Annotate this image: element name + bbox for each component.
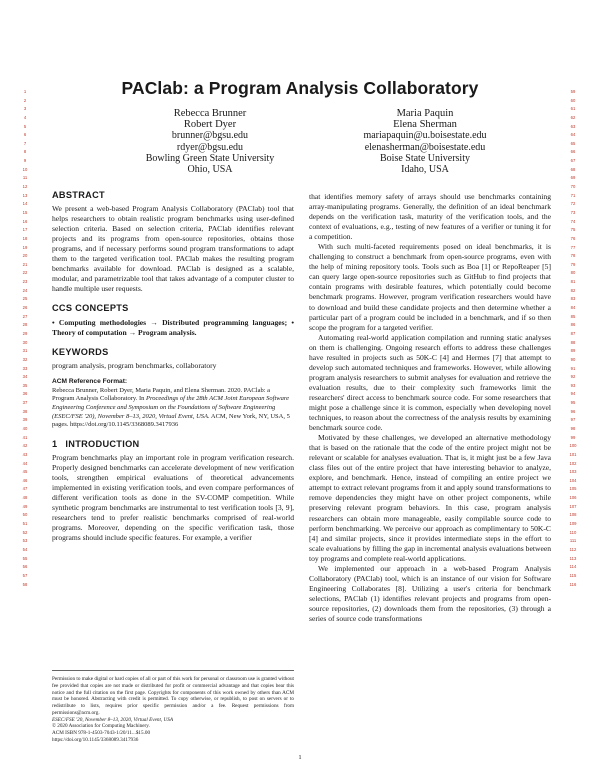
author-affiliation: Boise State University [380,152,470,164]
body-paragraph: We implemented our approach in a web-based Program Analysis Collaboratory (PAClab) tool, which is an instance of our vision for Software Engineering Collaborates [8]. Utilizing a user's criteria for benchmark selections, PAClab (1) identifies relevant projects and programs from open-source repositories, (2) downloads them from the repositories, (3) through a series of source code transformations [309,563,551,623]
line-number: 66 [570,149,576,155]
line-number: 74 [570,218,576,224]
line-number: 89 [570,348,576,354]
intro-paragraph-1: Program benchmarks play an important role in program verification research. Properly designed benchmarks can accelerate development of new verification tools, strengthen empirical evaluations of theoretical advancements implemented in existing verification tools, and even compare performances of different verification tools as done in the SV-COMP competition. While synthetic program benchmarks are instrumental to test verification tools [3, 9], researchers tend to prefer realistic benchmarks comprised of real-world programs. Moreover, depending on the specific verification task, those programs should include specific features. For example, a verifier [52,452,294,543]
doi-line: https://doi.org/10.1145/3368089.3417936 [52,736,139,743]
line-number: 94 [570,391,576,397]
line-number: 81 [570,279,576,285]
author-affiliation: Bowling Green State University [145,152,275,164]
line-number: 87 [570,330,576,336]
line-number: 52 [22,529,28,535]
line-number: 3 [23,106,27,112]
line-number: 49 [22,503,28,509]
line-number: 54 [22,546,28,552]
section-title: INTRODUCTION [65,438,140,449]
line-number: 32 [22,356,28,362]
reference-format-text [52,387,294,430]
copyright-line: © 2020 Association for Computing Machinery. [52,723,150,730]
line-number: 44 [22,460,28,466]
isbn-line: ACM ISBN 978-1-4503-7043-1/20/11...$15.00 [52,730,151,736]
ccs-heading: CCS CONCEPTS [52,303,129,314]
line-number: 103 [569,469,577,475]
line-number: 85 [570,313,576,319]
line-number: 77 [570,244,576,250]
line-number: 57 [22,572,28,578]
author-name: Robert Dyer [183,119,237,131]
line-number: 14 [22,201,28,207]
left-column [52,190,294,543]
line-number: 112 [569,546,577,552]
body-paragraph: With such multi-faceted requirements posed on ideal benchmarks, it is challenging to construct a benchmark from open-source programs, even with the help of mining repository tools. Tools such as Boa [1] or RepoReaper [5] can query large open-source repositories such as GitHub to find projects that contain programs with desirable features, which potentially could become benchmark programs. However, program verification researchers would have to download and build these candidate projects and then determine whether a particular part of a program could be included in a benchmark, and if so then scope the program for a targeted verifier. [309,242,551,332]
line-number: 45 [22,469,28,475]
line-number: 20 [22,253,28,259]
line-number: 116 [569,581,577,587]
line-number: 90 [570,356,576,362]
line-number: 21 [22,261,28,267]
line-number: 9 [23,158,27,164]
line-number: 72 [570,201,576,207]
line-number: 36 [22,391,28,397]
line-number: 75 [570,227,576,233]
abstract-text: We present a web-based Program Analysis Collaboratory (PAClab) tool that helps researchers to obtain realistic program benchmarks using user-defined selection criteria. Based on selection criteria, PAClab identifies relevant projects and its programs from open-source repositories, obtains those programs, and if necessary performs sound program transformations to adapt them to the targeted verification tool. PAClab makes the resulting program benchmarks available for download. PAClab is designed as a scalable, modular, and parametrizable tool that takes advantage of a computer cluster to handle multiple user requests. [52,204,294,294]
line-number: 8 [23,149,27,155]
line-number: 83 [570,296,576,302]
author-block-bgsu [110,108,310,175]
body-paragraph: Automating real-world application compilation and running static analyses on them is challenging. Ongoing research efforts to address these challenges have resulted in projects such as 50K-C [4] and Hermes [7] that attempt to develop such automated techniques and frameworks. However, while allowing program analysis researchers to submit analyses for evaluation and retrieve the evaluation results, due to their complexity such frameworks limit the researchers' direct access to benchmark source code. For some researchers that might pose a challenge since it is common, especially when developing novel techniques, to reason about the correctness of the analysis results by examining benchmark source code. [309,332,551,433]
line-number: 13 [22,192,28,198]
line-number: 107 [569,503,577,509]
line-number: 65 [570,140,576,146]
line-number: 64 [570,132,576,138]
reference-plain: Rebecca Brunner, Robert Dyer, Maria Paquin, and Elena Sherman. 2020. PAClab: a Program Analysis Collaboratory. In [52,386,271,403]
line-number: 61 [570,106,576,112]
line-number: 43 [22,451,28,457]
ccs-concept-2: • Theory of computation → Program analysis. [52,317,295,337]
line-number: 22 [22,270,28,276]
line-number: 88 [570,339,576,345]
line-number: 24 [22,287,28,293]
ccs-concepts [52,318,294,338]
line-number: 63 [570,123,576,129]
line-number: 56 [22,564,28,570]
line-number: 58 [22,581,28,587]
line-number: 53 [22,538,28,544]
author-email: elenasherman@boisestate.edu [364,141,486,153]
line-number: 39 [22,417,28,423]
line-number: 67 [570,158,576,164]
line-number: 29 [22,330,28,336]
line-number: 40 [22,425,28,431]
reference-tail: ACM, New York, NY, USA, 5 pages. https://doi.org/10.1145/3368089.3417936 [52,412,290,429]
line-number: 92 [570,374,576,380]
line-number: 42 [22,443,28,449]
line-number: 34 [22,374,28,380]
author-location: Ohio, USA [187,164,233,176]
line-number: 12 [22,184,28,190]
line-number: 73 [570,209,576,215]
line-number: 82 [570,287,576,293]
keywords-heading: KEYWORDS [52,346,109,357]
line-number: 23 [22,279,28,285]
line-number: 76 [570,235,576,241]
copyright-footnote [52,676,294,744]
line-number: 93 [570,382,576,388]
line-number: 108 [569,512,577,518]
line-number: 1 [23,89,27,94]
keywords-text: program analysis, program benchmarks, collaboratory [52,360,217,370]
line-number: 17 [22,227,28,233]
line-number: 31 [22,348,28,354]
line-number: 19 [22,244,28,250]
author-name: Maria Paquin [396,108,454,119]
line-number: 69 [570,175,576,181]
line-number: 71 [570,192,576,198]
author-email: brunner@bgsu.edu [171,130,249,142]
line-number: 7 [23,140,27,146]
line-number: 84 [570,305,576,311]
section-number: 1 [52,438,58,449]
page-number: 1 [298,754,302,761]
body-paragraph: that identifies memory safety of arrays should use benchmarks containing array-manipulating programs. Generally, the definition of an ideal benchmark depends on the verification task, maturity of the verification tools, and the context of evaluations, e.g., testing of new features of a verifier or tuning it for a competition. [309,192,551,242]
line-number: 96 [570,408,576,414]
line-number: 2 [23,97,27,103]
line-number: 48 [22,495,28,501]
line-number: 41 [22,434,28,440]
line-number: 16 [22,218,28,224]
line-number: 114 [569,564,577,570]
line-number: 68 [570,166,576,172]
line-number: 27 [22,313,28,319]
line-number: 50 [22,512,28,518]
line-number: 15 [22,209,28,215]
line-numbers-left [18,88,32,589]
line-number: 79 [570,261,576,267]
line-number: 5 [23,123,27,129]
line-number: 111 [569,538,577,544]
line-number: 38 [22,408,28,414]
paper-title: PAClab: a Program Analysis Collaboratory [121,78,479,98]
line-number: 60 [570,97,576,103]
line-number: 51 [22,521,28,527]
line-number: 62 [570,114,576,120]
body-paragraph: Motivated by these challenges, we developed an alternative methodology that is based on the rationale that the code of the entire project might not be relevant or scalable for analyses evaluation. That is, it might just be a few Java class files out of the entire project that have interesting behavior to analyze, explore, and benchmark. Hence, instead of compiling an entire project we attempt to extract relevant programs from it and apply sound transformations to remove dependencies they might have on other project components, while preserving relevant program behaviors. In this case, program analysis researchers can obtain more manageable, easily compilable source code to perform benchmarking. We perceive our approach as complimentary to 50K-C [4] and similar projects, since it provides intermediate steps in the effort to scale evaluations by filling the gap in incremental analysis evaluations between toy programs and complete real-world applications. [309,433,551,563]
line-number: 28 [22,322,28,328]
line-number: 46 [22,477,28,483]
line-number: 105 [569,486,577,492]
line-number: 104 [569,477,577,483]
line-number: 99 [570,434,576,440]
line-number: 109 [569,521,577,527]
line-number: 70 [570,184,576,190]
line-number: 100 [569,443,577,449]
line-number: 33 [22,365,28,371]
line-number: 11 [22,175,28,181]
line-number: 6 [23,132,27,138]
line-number: 86 [570,322,576,328]
permission-text: Permission to make digital or hard copies of all or part of this work for personal or classroom use is granted without fee provided that copies are not made or distributed for profit or commercial advantage and that copies bear this notice and the full citation on the first page. Copyrights for components of this work owned by others than ACM must be honored. Abstracting with credit is permitted. To copy otherwise, or republish, to post on servers or to redistribute to lists, requires prior specific permission and/or a fee. Request permissions from permissions@acm.org. [52,676,294,716]
line-number: 98 [570,425,576,431]
line-number: 80 [570,270,576,276]
intro-heading [52,439,294,449]
line-number: 25 [22,296,28,302]
line-number: 47 [22,486,28,492]
author-email: rdyer@bgsu.edu [176,141,244,153]
line-number: 26 [22,305,28,311]
ccs-concept-1: • Computing methodologies → Distributed programming languages; [52,317,288,327]
reference-venue: Proceedings of the 28th ACM Joint European Software Engineering Conference and Symposium on the Foundations of Software Engineering (ESEC/FSE '20), November 8–13, 2020, Virtual Event, USA. [52,395,290,420]
right-column [309,192,551,624]
line-number: 97 [570,417,576,423]
line-numbers-right [566,88,580,589]
author-name: Rebecca Brunner [173,108,247,119]
line-number: 55 [22,555,28,561]
line-number: 78 [570,253,576,259]
line-number: 91 [570,365,576,371]
author-name: Elena Sherman [393,119,457,131]
line-number: 102 [569,460,577,466]
author-email: mariapaquin@u.boisestate.edu [363,130,487,142]
line-number: 10 [22,166,28,172]
line-number: 35 [22,382,28,388]
line-number: 37 [22,400,28,406]
line-number: 95 [570,400,576,406]
line-number: 110 [569,529,577,535]
line-number: 4 [23,114,27,120]
author-block-boise [325,108,525,175]
line-number: 101 [569,451,577,457]
abstract-heading: ABSTRACT [52,190,105,200]
reference-format-heading: ACM Reference Format: [52,377,128,385]
line-number: 113 [569,555,577,561]
venue-line: ESEC/FSE '20, November 8–13, 2020, Virtual Event, USA [52,716,174,723]
author-location: Idaho, USA [401,164,449,176]
footnote-rule [52,670,294,671]
line-number: 115 [569,572,577,578]
line-number: 59 [570,89,576,94]
line-number: 18 [22,235,28,241]
line-number: 30 [22,339,28,345]
line-number: 106 [569,495,577,501]
